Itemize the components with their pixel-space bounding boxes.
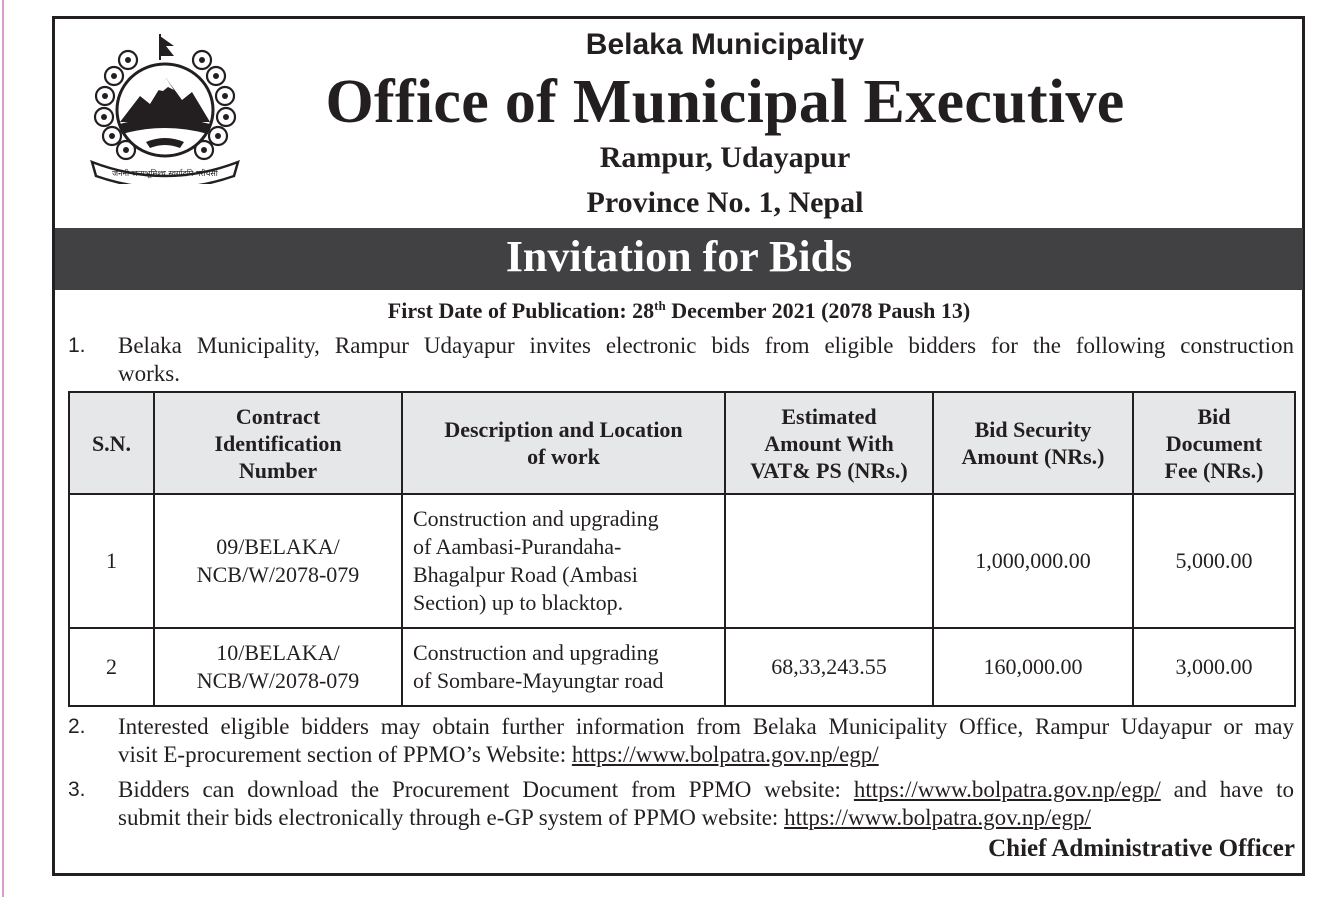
- office-address: Rampur, Udayapur: [599, 141, 851, 174]
- publication-date-prefix: First Date of Publication: 28: [387, 298, 655, 323]
- publication-date-ordinal: th: [654, 298, 666, 313]
- header-estimated-amount: Estimated Amount With VAT& PS (NRs.): [725, 392, 933, 494]
- row-sn: 1: [69, 494, 154, 628]
- emblem-motto: जननी जन्मभूमिश्च स्वर्गादपि गरीयसी: [112, 169, 218, 178]
- office-province: Province No. 1, Nepal: [586, 186, 864, 219]
- bids-table: [68, 391, 1296, 707]
- row-contract-id: 10/BELAKA/ NCB/W/2078-079: [154, 628, 402, 706]
- paragraph-1: [118, 332, 1294, 388]
- bolpatra-link[interactable]: https://www.bolpatra.gov.np/egp/: [853, 777, 1161, 802]
- header-sn: S.N.: [69, 392, 154, 494]
- row-contract-id: 09/BELAKA/ NCB/W/2078-079: [154, 494, 402, 628]
- paragraph-1-line-1: Belaka Municipality, Rampur Udayapur invites electronic bids from eligible bidders for the following construction: [118, 333, 1294, 358]
- header-document-fee: Bid Document Fee (NRs.): [1133, 392, 1295, 494]
- row-bid-security: 1,000,000.00: [933, 494, 1133, 628]
- row-sn: 2: [69, 628, 154, 706]
- municipality-name: Belaka Municipality: [585, 28, 865, 61]
- paragraph-1-line-2: works.: [118, 361, 180, 386]
- table-header-row: [69, 392, 1295, 494]
- row-estimated-amount: 68,33,243.55: [725, 628, 933, 706]
- nepal-government-emblem-icon: [88, 30, 242, 184]
- publication-date-rest: December 2021 (2078 Paush 13): [665, 298, 971, 323]
- paragraph-3-line-2: [118, 804, 1294, 832]
- paragraph-2-line-1: Interested eligible bidders may obtain further information from Belaka Municipality Office, Rampur Udayapur or may: [118, 714, 1294, 739]
- bolpatra-link[interactable]: https://www.bolpatra.gov.np/egp/: [571, 742, 879, 767]
- publication-date: [55, 297, 1303, 325]
- paragraph-2-number: 2.: [68, 715, 86, 738]
- paragraph-3-text-2: submit their bids electronically through e-GP system of PPMO website:: [118, 805, 785, 830]
- paragraph-3-number: 3.: [68, 778, 86, 801]
- row-estimated-amount: [725, 494, 933, 628]
- row-document-fee: 3,000.00: [1133, 628, 1295, 706]
- page-left-rule: [2, 0, 4, 897]
- paragraph-1-number: 1.: [68, 334, 86, 357]
- row-document-fee: 5,000.00: [1133, 494, 1295, 628]
- paragraph-3-text-tail: and have to: [1160, 777, 1294, 802]
- paragraph-2-line-2: [118, 741, 1294, 769]
- header-description: Description and Location of work: [402, 392, 725, 494]
- signatory-title: Chief Administrative Officer: [988, 835, 1295, 862]
- header-contract-id: Contract Identification Number: [154, 392, 402, 494]
- row-description: Construction and upgrading of Sombare-Mayungtar road: [402, 628, 725, 706]
- table-row: [69, 494, 1295, 628]
- notice-title: Invitation for Bids: [505, 232, 853, 281]
- header-bid-security: Bid Security Amount (NRs.): [933, 392, 1133, 494]
- paragraph-3: [118, 776, 1294, 832]
- bolpatra-link[interactable]: https://www.bolpatra.gov.np/egp/: [784, 805, 1091, 830]
- row-bid-security: 160,000.00: [933, 628, 1133, 706]
- office-title: Office of Municipal Executive: [325, 68, 1125, 136]
- row-description: Construction and upgrading of Aambasi-Purandaha- Bhagalpur Road (Ambasi Section) up to blacktop.: [402, 494, 725, 628]
- table-row: [69, 628, 1295, 706]
- paragraph-3-line-1: [118, 776, 1294, 804]
- paragraph-2-text: visit E-procurement section of PPMO’s Website:: [118, 742, 572, 767]
- notice-title-banner: [55, 228, 1303, 290]
- paragraph-2: [118, 713, 1294, 769]
- paragraph-3-text-1: Bidders can download the Procurement Document from PPMO website:: [118, 777, 854, 802]
